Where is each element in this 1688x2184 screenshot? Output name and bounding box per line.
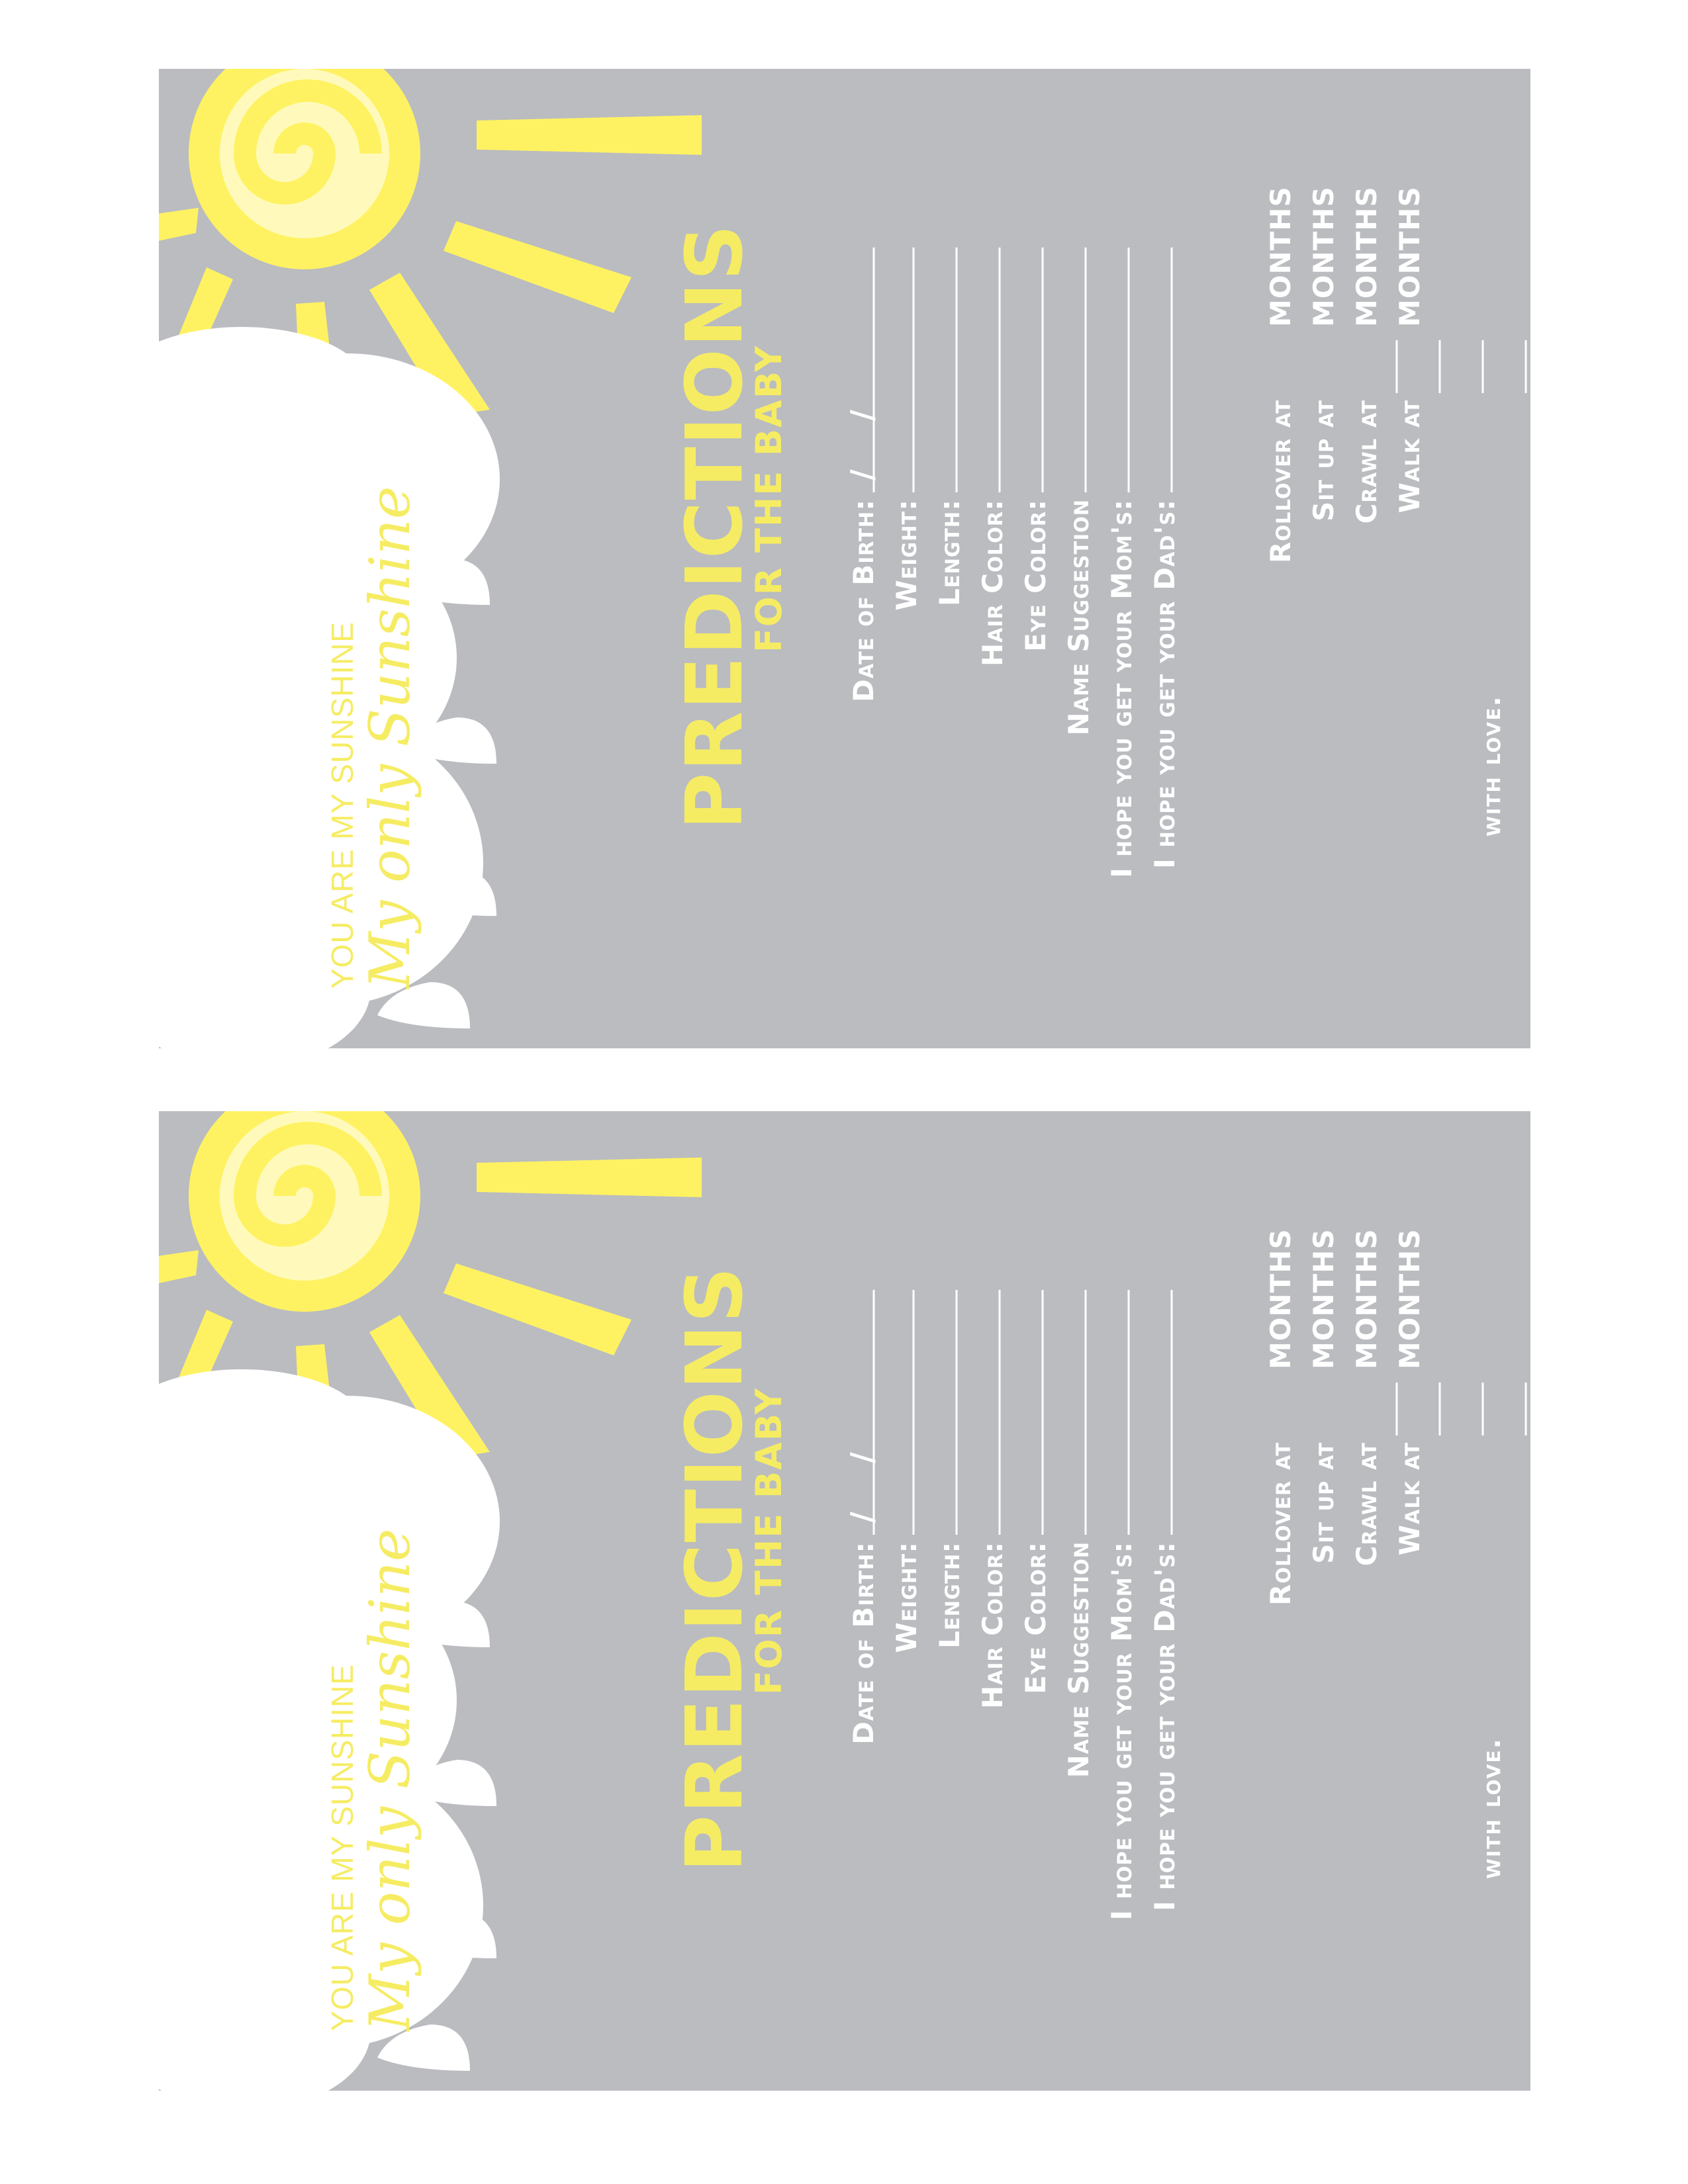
milestone-unit: MONTHS [1264,186,1297,327]
page-title: PREDICTIONS [669,1265,760,1872]
field-moms-trait: I hope you get your Mom's: [1105,1541,1138,1921]
field-weight: Weight: [890,499,923,611]
field-hair-color: Hair Color: [976,499,1009,667]
milestone-unit: MONTHS [1350,186,1383,327]
milestone-label: Walk at [1393,1442,1426,1556]
field-eye-color: Eye Color: [1019,499,1052,652]
field-dads-trait: I hope you get your Dad's: [1149,1541,1181,1911]
field-dads-trait: I hope you get your Dad's: [1149,499,1181,869]
field-length: Length: [933,499,966,606]
card-text-layer [159,69,1530,1048]
milestone-unit: MONTHS [1307,1228,1340,1369]
date-separator: / [844,1452,880,1463]
date-separator: / [844,410,880,421]
milestone-unit: MONTHS [1264,1228,1297,1369]
milestone-label: Sit up at [1307,1442,1340,1564]
tagline: YOU ARE MY SUNSHINE [325,621,359,989]
script-heading: My only Sunshine [357,486,422,989]
field-name-suggestion: Name Suggestion [1062,499,1095,736]
field-date-of-birth: Date of Birth: [847,499,880,703]
milestone-label: Rollover at [1264,1442,1297,1606]
tagline: YOU ARE MY SUNSHINE [325,1664,359,2031]
page-title: PREDICTIONS [669,223,760,830]
closing-text: with love. [1476,1737,1507,1879]
field-eye-color: Eye Color: [1019,1541,1052,1694]
field-moms-trait: I hope you get your Mom's: [1105,499,1138,878]
field-name-suggestion: Name Suggestion [1062,1541,1095,1778]
closing-text: with love. [1476,695,1507,837]
field-hair-color: Hair Color: [976,1541,1009,1709]
milestone-label: Walk at [1393,400,1426,514]
field-length: Length: [933,1541,966,1649]
date-separator: / [844,1512,880,1523]
field-weight: Weight: [890,1541,923,1653]
subtitle: FOR THE BABY [748,344,790,653]
subtitle: FOR THE BABY [748,1387,790,1695]
milestone-label: Sit up at [1307,400,1340,522]
prediction-card [159,69,1530,1048]
prediction-card [159,1111,1530,2091]
milestone-label: Crawl at [1350,1442,1383,1567]
milestone-unit: MONTHS [1307,186,1340,327]
script-heading: My only Sunshine [357,1528,422,2031]
card-text-layer [159,1111,1530,2091]
milestone-label: Rollover at [1264,400,1297,563]
milestone-unit: MONTHS [1350,1228,1383,1369]
field-date-of-birth: Date of Birth: [847,1541,880,1745]
milestone-label: Crawl at [1350,400,1383,524]
date-separator: / [844,469,880,480]
milestone-unit: MONTHS [1393,186,1426,327]
milestone-unit: MONTHS [1393,1228,1426,1369]
